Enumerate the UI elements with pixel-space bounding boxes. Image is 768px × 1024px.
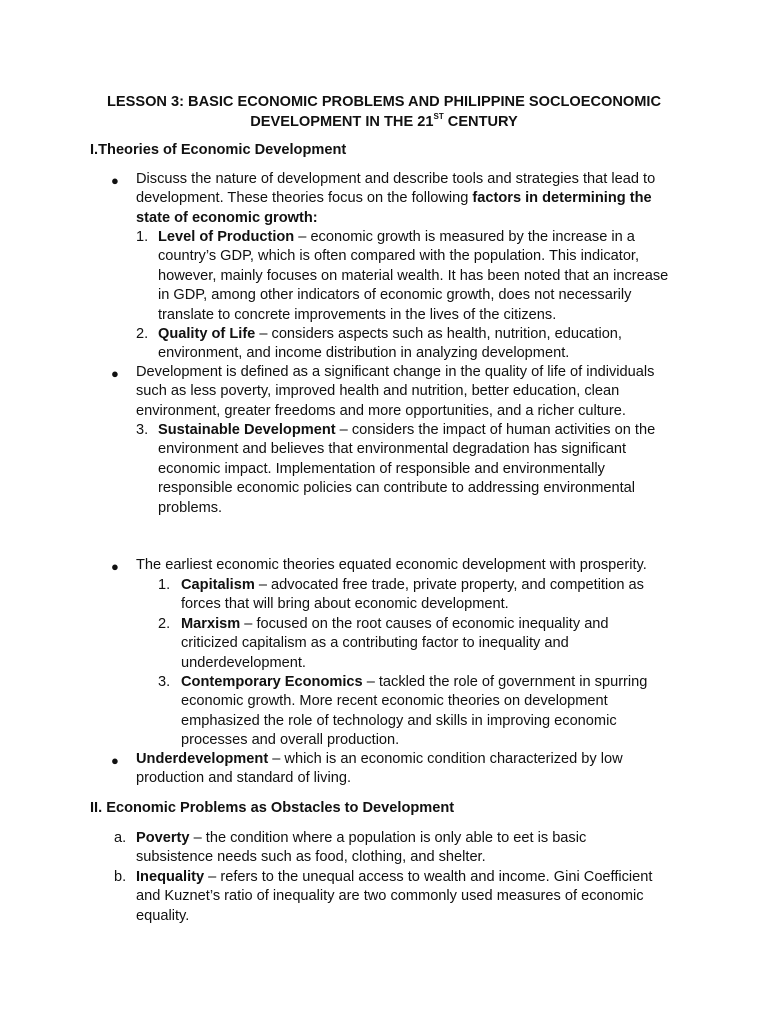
list-item-contemporary-economics: Contemporary Economics – tackled the role of government in spurring economic growth. More recent economic theories on development emphasized the role of technology and skills in improving economic processes and overall production. (181, 674, 648, 749)
list-item-marxism: Marxism – focused on the root causes of economic inequality and criticized capitalism as a contributing factor to inequality and underdevelopment. (181, 616, 609, 671)
title-line-2: DEVELOPMENT IN THE 21ST CENTURY (250, 111, 518, 130)
list-item-quality-of-life: Quality of Life – considers aspects such as health, nutrition, education, environment, and income distribution in analyzing development. (158, 326, 622, 362)
bullet-marker: ● (111, 173, 119, 188)
list-letter: a. (114, 830, 127, 846)
bullet-text-nature-of-development: Discuss the nature of development and describe tools and strategies that lead to development. These theories focus on the following factors in determining the state of economic growth: (136, 171, 656, 226)
list-number: 1. (158, 577, 171, 593)
bullet-text-earliest-theories: The earliest economic theories equated economic development with prosperity. (136, 557, 647, 573)
bullet-marker: ● (111, 366, 119, 381)
section-heading-economic-problems: II. Economic Problems as Obstacles to Development (90, 800, 455, 816)
bullet-text-underdevelopment: Underdevelopment – which is an economic condition characterized by low production and standard of living. (136, 751, 623, 787)
section-heading-theories: I.Theories of Economic Development (90, 142, 347, 158)
title-superscript: ST (433, 111, 444, 121)
list-number: 2. (158, 616, 171, 632)
list-number: 1. (136, 229, 149, 245)
bullet-marker: ● (111, 559, 119, 574)
document-title (60, 93, 708, 132)
list-number: 2. (136, 326, 149, 342)
title-line-1: LESSON 3: BASIC ECONOMIC PROBLEMS AND PHILIPPINE SOCLOECONOMIC (106, 94, 662, 110)
bullet-text-development-definition: Development is defined as a significant change in the quality of life of individuals such as less poverty, improved health and nutrition, better education, clean environment, greater freedoms and more opportunities, and a richer culture. (136, 364, 655, 419)
list-number: 3. (136, 422, 149, 438)
bullet-marker: ● (111, 753, 119, 768)
list-number: 3. (158, 674, 171, 690)
list-item-poverty: Poverty – the condition where a population is only able to eet is basic subsistence needs such as food, clothing, and shelter. (136, 830, 587, 866)
list-item-inequality: Inequality – refers to the unequal access to wealth and income. Gini Coefficient and Kuznet’s ratio of inequality are two commonly used measures of economic equality. (136, 869, 653, 924)
list-item-level-of-production: Level of Production – economic growth is measured by the increase in a country’s GDP, which is often compared with the population. This indicator, however, mainly focuses on material wealth. It has been noted that an increase in GDP, among other indicators of economic growth, does not necessarily translate to concrete improvements in the lives of the citizens. (158, 229, 669, 323)
list-letter: b. (114, 869, 127, 885)
list-item-capitalism: Capitalism – advocated free trade, private property, and competition as forces that will bring about economic development. (181, 577, 644, 613)
list-item-sustainable-development: Sustainable Development – considers the impact of human activities on the environment and believes that environmental degradation has significant economic impact. Implementation of responsible and environmentally responsible economic policies can contribute to addressing environmental problems. (158, 422, 656, 516)
